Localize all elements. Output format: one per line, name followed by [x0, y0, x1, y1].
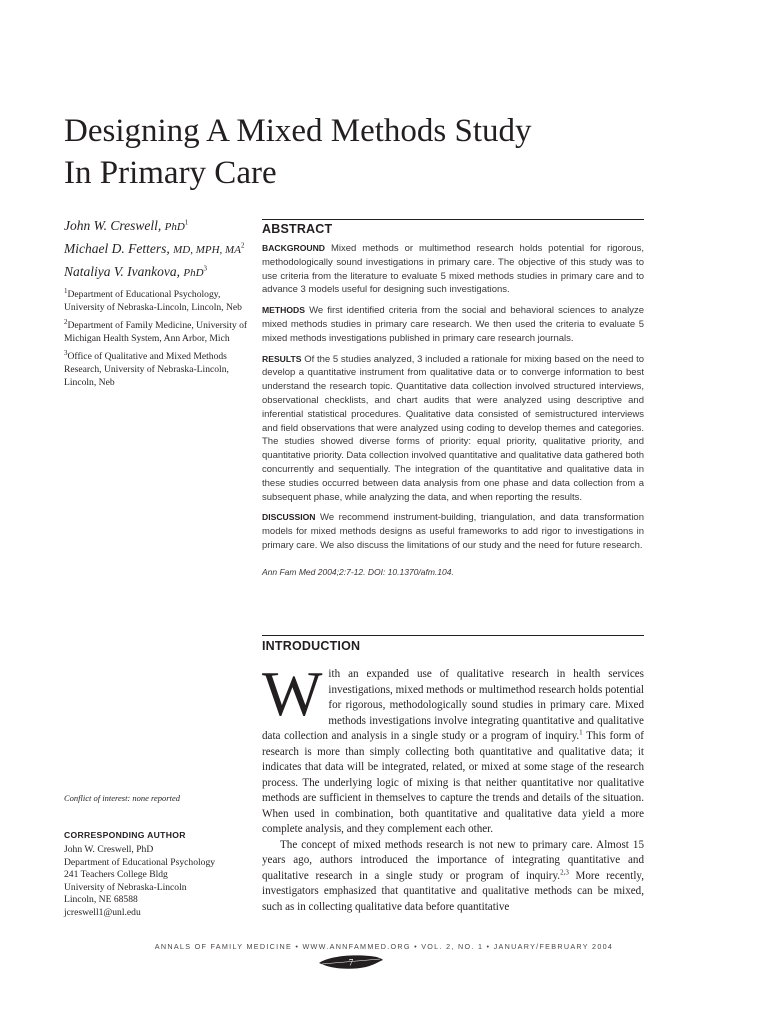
affiliation-text: Department of Family Medicine, University of Michigan Health System, Ann Arbor, Mich: [64, 320, 248, 344]
author-name: John W. Creswell,: [64, 218, 162, 233]
title-line-1: Designing A Mixed Methods Study: [64, 113, 532, 149]
citation: Ann Fam Med 2004;2:7-12. DOI: 10.1370/afm.104.: [262, 566, 454, 577]
corresponding-line: University of Nebraska-Lincoln: [64, 881, 187, 893]
abstract-text: Mixed methods or multimethod research holds potential for rigorous, methodologically sound investigations in primary care. The objective of this study was to use criteria from the literature to evaluate 5 mixed methods studies in primary care and to advance 3 models useful for designing such investigations.: [262, 243, 644, 296]
author-degree: PhD: [164, 221, 185, 233]
abstract-label: DISCUSSION: [262, 512, 316, 523]
author-1: [64, 216, 249, 237]
abstract-text: We recommend instrument-building, triangulation, and data transformation models for mixed methods designs as useful frameworks to add rigor to investigations in primary care. We also discuss the limitations of our study and the need for future research.: [262, 512, 644, 551]
introduction-heading: INTRODUCTION: [262, 639, 361, 653]
drop-cap: W: [262, 658, 323, 729]
abstract-label: METHODS: [262, 305, 305, 316]
intro-paragraph-2: [262, 838, 644, 916]
abstract-text: Of the 5 studies analyzed, 3 included a rationale for mixing based on the need to develop a quantitative instrument from qualitative data or to converge information to best understand the research topic. Quantitative data collection involved structured interviews, observational checklists, and chart audits that were analyzed using descriptive and inferential statistical procedures. Qualitative data consisted of semistructured interviews and field observations that were analyzed using coding to develop themes and categories. The studies showed diverse forms of priority: equal priority, qualitative priority, and quantitative priority. Data collection involved quantitative and qualitative data gathered both concurrently and sequentially. The integration of the quantitative and qualitative data in these studies occurred between data analysis from one phase and data collection from a subsequent phase, while analyzing the data, and when reporting the results.: [262, 353, 645, 503]
affiliation-sup: 2: [64, 318, 68, 326]
author-2: [64, 239, 249, 260]
reference-sup: 2,3: [560, 867, 569, 876]
introduction-rule: [262, 635, 644, 636]
author-degree: MD, MPH, MA: [173, 244, 241, 256]
corresponding-email[interactable]: jcreswell1@unl.edu: [64, 906, 141, 918]
introduction-section: [262, 635, 644, 915]
author-block: [64, 216, 249, 389]
corresponding-line: 241 Teachers College Bldg: [64, 869, 168, 880]
affiliation-sup: 1: [64, 286, 68, 295]
abstract-section: [262, 219, 644, 577]
author-sup: 1: [184, 218, 189, 227]
running-footer: ANNALS OF FAMILY MEDICINE • WWW.ANNFAMMED.ORG • VOL. 2, NO. 1 • JANUARY/FEBRUARY 2004: [154, 942, 614, 951]
author-3: [64, 262, 249, 283]
intro-text: More recently, investigators emphasized that quantitative and qualitative methods can be mixed, such as in collecting qualitative data before quantitative: [262, 869, 644, 913]
affiliation-sup: 3: [64, 349, 68, 358]
abstract-rule: [262, 219, 644, 220]
affiliation-3: [64, 351, 249, 389]
corresponding-line: Lincoln, NE 68588: [64, 894, 138, 905]
conflict-of-interest: Conflict of interest: none reported: [64, 793, 180, 803]
reference-sup: 1: [579, 728, 583, 737]
corresponding-heading: CORRESPONDING AUTHOR: [64, 830, 186, 840]
intro-text: This form of research is more than simply collecting both quantitative and qualitative data; it indicates that data will be integrated, related, or mixed at some stage of the research process. The underlying logic of mixing is that neither quantitative nor qualitative methods are sufficient in themselves to capture the trends and details of the situation. When used in combination, both quantitative and qualitative data yield a more complete analysis, and they complement each other.: [262, 730, 645, 835]
abstract-label: BACKGROUND: [262, 243, 326, 253]
corresponding-line: Department of Educational Psychology: [64, 856, 216, 868]
abstract-text: We first identified criteria from the social and behavioral sciences to analyze mixed methods studies in primary care research. We then used the criteria to evaluate 5 mixed methods investigations published in primary care research journals.: [262, 305, 644, 344]
intro-text: ith an expanded use of qualitative research in health services investigations, mixed methods or multimethod research holds potential for rigorous, methodologically sound studies in primary care. Mixed methods investigations involve integrating quantitative and qualitative data collection and analysis in a single study or a program of inquiry.: [262, 668, 644, 742]
abstract-heading: ABSTRACT: [262, 222, 333, 236]
abstract-label: RESULTS: [262, 353, 302, 364]
affiliation-text: Office of Qualitative and Mixed Methods Research, University of Nebraska-Lincoln, Lincoln, Neb: [64, 351, 229, 388]
abstract-background: [262, 242, 644, 297]
article-title: [64, 110, 704, 194]
affiliation-text: Department of Educational Psychology, University of Nebraska-Lincoln, Lincoln, Neb: [64, 289, 242, 313]
intro-text: The concept of mixed methods research is not new to primary care. Almost 15 years ago, authors introduced the importance of integrating quantitative and qualitative research in a single study or program of inquiry.: [262, 838, 644, 882]
author-name: Nataliya V. Ivankova,: [64, 264, 180, 279]
abstract-results: [262, 353, 644, 505]
abstract-discussion: [262, 511, 644, 552]
author-degree: PhD: [183, 267, 204, 279]
abstract-methods: [262, 304, 644, 345]
title-line-2: In Primary Care: [64, 155, 277, 191]
author-name: Michael D. Fetters,: [64, 241, 170, 256]
author-sup: 2: [240, 241, 245, 250]
page-number: 7: [348, 957, 354, 968]
page-number-feather-icon: [318, 953, 384, 971]
corresponding-author: [64, 830, 249, 919]
affiliation-1: [64, 286, 249, 314]
intro-paragraph-1: [262, 658, 645, 838]
author-sup: 3: [203, 264, 208, 273]
affiliation-2: [64, 320, 249, 345]
corresponding-line: John W. Creswell, PhD: [64, 844, 154, 855]
